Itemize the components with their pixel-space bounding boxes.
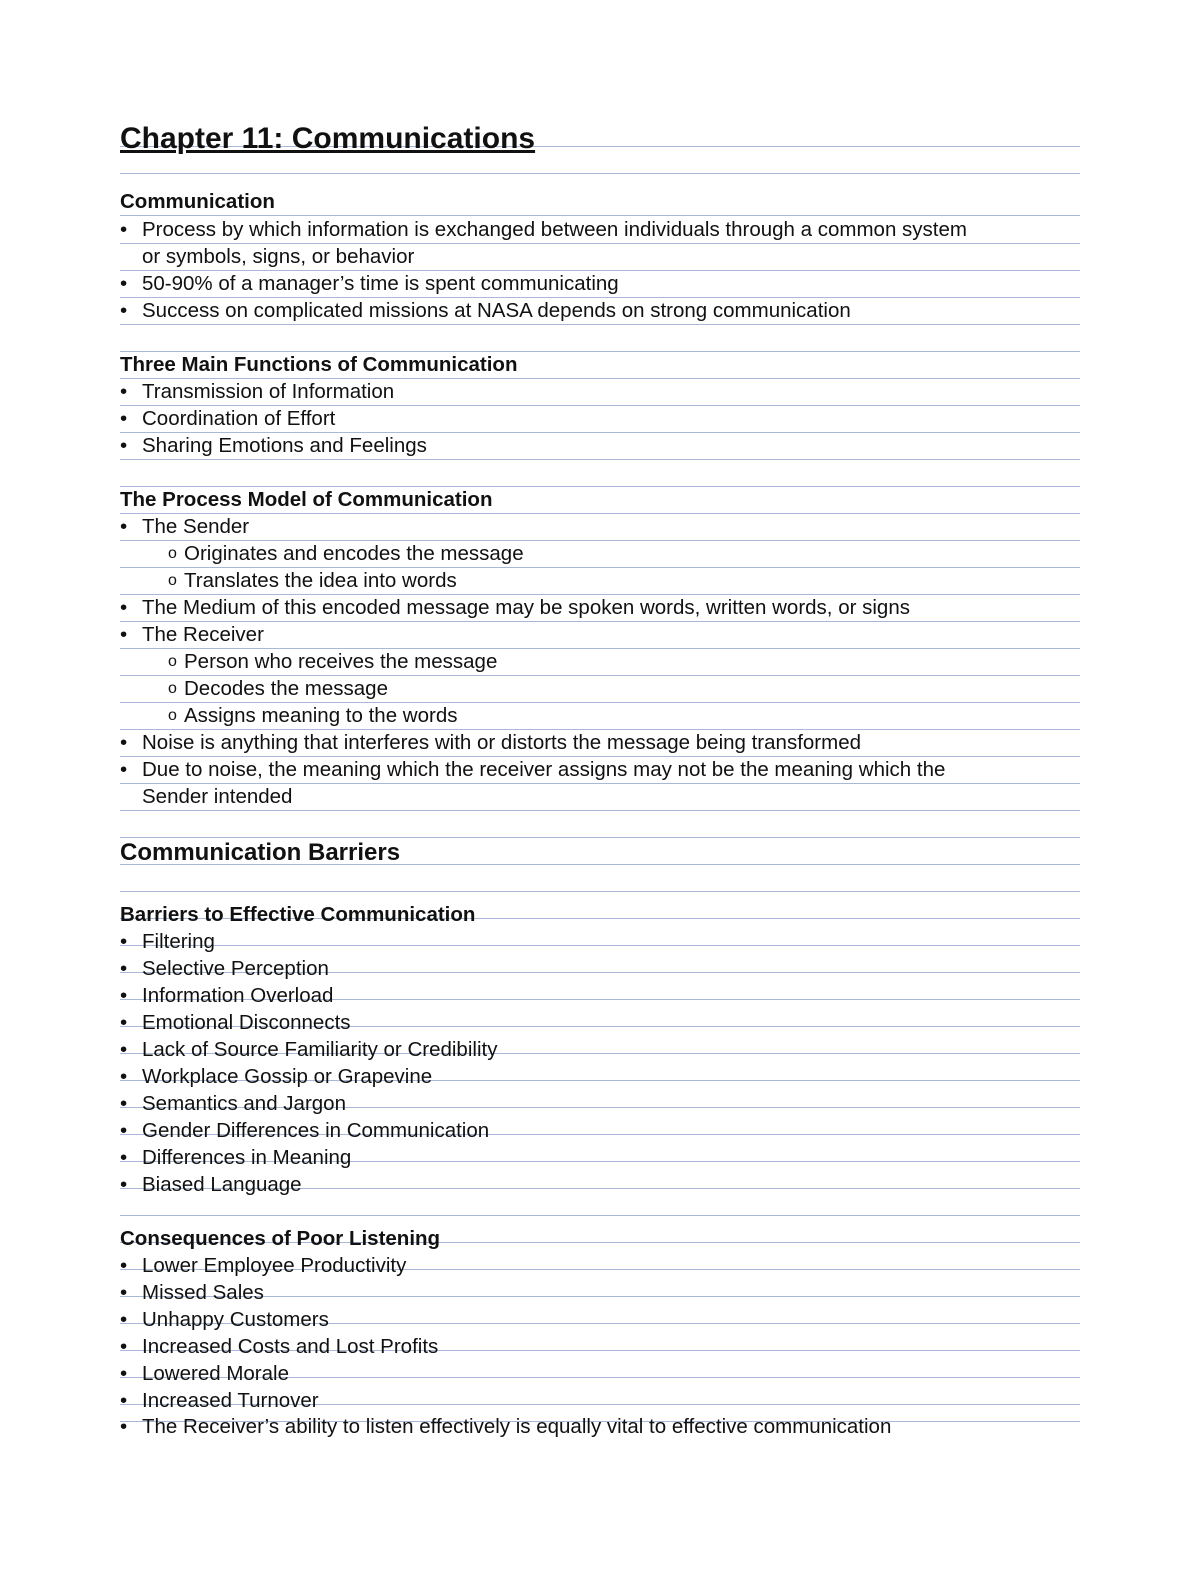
bullet-icon: • (120, 1415, 128, 1438)
bullet-icon: • (120, 218, 128, 241)
list-item-text: Originates and encodes the message (184, 542, 524, 565)
list-item-text: Increased Costs and Lost Profits (142, 1335, 439, 1358)
list-item-text: Sender intended (142, 785, 293, 808)
list-item-text: Information Overload (142, 984, 334, 1007)
rule-line (120, 621, 1080, 622)
sub-bullet-icon: o (168, 572, 177, 589)
bullet-icon: • (120, 1308, 128, 1331)
bullet-icon: • (120, 1173, 128, 1196)
list-item-text: Translates the idea into words (184, 569, 457, 592)
bullet-icon: • (120, 272, 128, 295)
bullet-icon: • (120, 515, 128, 538)
page-title: Chapter 11: Communications (120, 122, 536, 155)
list-item-text: Differences in Meaning (142, 1146, 352, 1169)
list-item-text: Emotional Disconnects (142, 1011, 351, 1034)
list-item-text: or symbols, signs, or behavior (142, 245, 415, 268)
list-item-text: Person who receives the message (184, 650, 498, 673)
bullet-icon: • (120, 957, 128, 980)
list-item-text: Filtering (142, 930, 215, 953)
list-item-text: Lower Employee Productivity (142, 1254, 407, 1277)
rule-line (120, 891, 1080, 892)
list-item-text: Workplace Gossip or Grapevine (142, 1065, 433, 1088)
bullet-icon: • (120, 1389, 128, 1412)
bullet-icon: • (120, 1011, 128, 1034)
list-item-text: Transmission of Information (142, 380, 395, 403)
list-item-text: Selective Perception (142, 957, 329, 980)
rule-line (120, 810, 1080, 811)
list-item-text: Assigns meaning to the words (184, 704, 458, 727)
rule-line (120, 173, 1080, 174)
section-heading-barriers: Barriers to Effective Communication (120, 903, 476, 926)
sub-bullet-icon: o (168, 680, 177, 697)
rule-line (120, 1215, 1080, 1216)
sub-bullet-icon: o (168, 653, 177, 670)
list-item-text: Semantics and Jargon (142, 1092, 346, 1115)
section-heading-listening: Consequences of Poor Listening (120, 1227, 441, 1250)
list-item-text: Biased Language (142, 1173, 302, 1196)
bullet-icon: • (120, 1362, 128, 1385)
list-item-text: The Medium of this encoded message may be spoken words, written words, or signs (142, 596, 910, 619)
bullet-icon: • (120, 1146, 128, 1169)
list-item-text: Due to noise, the meaning which the receiver assigns may not be the meaning which the (142, 758, 946, 781)
list-item-text: Lack of Source Familiarity or Credibility (142, 1038, 498, 1061)
rule-line (120, 459, 1080, 460)
bullet-icon: • (120, 1065, 128, 1088)
list-item-text: Process by which information is exchanged between individuals through a common system (142, 218, 967, 241)
bullet-icon: • (120, 299, 128, 322)
bullet-icon: • (120, 1254, 128, 1277)
rule-line (120, 513, 1080, 514)
rule-line (120, 1296, 1080, 1297)
list-item-text: Sharing Emotions and Feelings (142, 434, 427, 457)
bullet-icon: • (120, 1092, 128, 1115)
sub-bullet-icon: o (168, 707, 177, 724)
list-item-text: Noise is anything that interferes with or distorts the message being transformed (142, 731, 861, 754)
section-heading-functions: Three Main Functions of Communication (120, 353, 518, 376)
section-title-barriers: Communication Barriers (120, 839, 401, 866)
bullet-icon: • (120, 731, 128, 754)
list-item-text: Lowered Morale (142, 1362, 289, 1385)
bullet-icon: • (120, 984, 128, 1007)
list-item-text: Increased Turnover (142, 1389, 319, 1412)
list-item-text: Decodes the message (184, 677, 388, 700)
bullet-icon: • (120, 1281, 128, 1304)
bullet-icon: • (120, 407, 128, 430)
rule-line (120, 945, 1080, 946)
section-heading-communication: Communication (120, 190, 275, 213)
list-item-text: Gender Differences in Communication (142, 1119, 490, 1142)
bullet-icon: • (120, 434, 128, 457)
list-item-text: Success on complicated missions at NASA depends on strong communication (142, 299, 851, 322)
bullet-icon: • (120, 1335, 128, 1358)
bullet-icon: • (120, 623, 128, 646)
list-item-text: The Receiver (142, 623, 264, 646)
bullet-icon: • (120, 1119, 128, 1142)
sub-bullet-icon: o (168, 545, 177, 562)
list-item-text: Missed Sales (142, 1281, 264, 1304)
list-item-text: Unhappy Customers (142, 1308, 329, 1331)
bullet-icon: • (120, 596, 128, 619)
section-heading-process-model: The Process Model of Communication (120, 488, 493, 511)
rule-line (120, 324, 1080, 325)
list-item-text: Coordination of Effort (142, 407, 336, 430)
bullet-icon: • (120, 930, 128, 953)
list-item-text: 50-90% of a manager’s time is spent communicating (142, 272, 619, 295)
rule-line (120, 215, 1080, 216)
bullet-icon: • (120, 1038, 128, 1061)
bullet-icon: • (120, 758, 128, 781)
list-item-text: The Receiver’s ability to listen effectively is equally vital to effective communication (142, 1415, 892, 1438)
bullet-icon: • (120, 380, 128, 403)
list-item-text: The Sender (142, 515, 250, 538)
